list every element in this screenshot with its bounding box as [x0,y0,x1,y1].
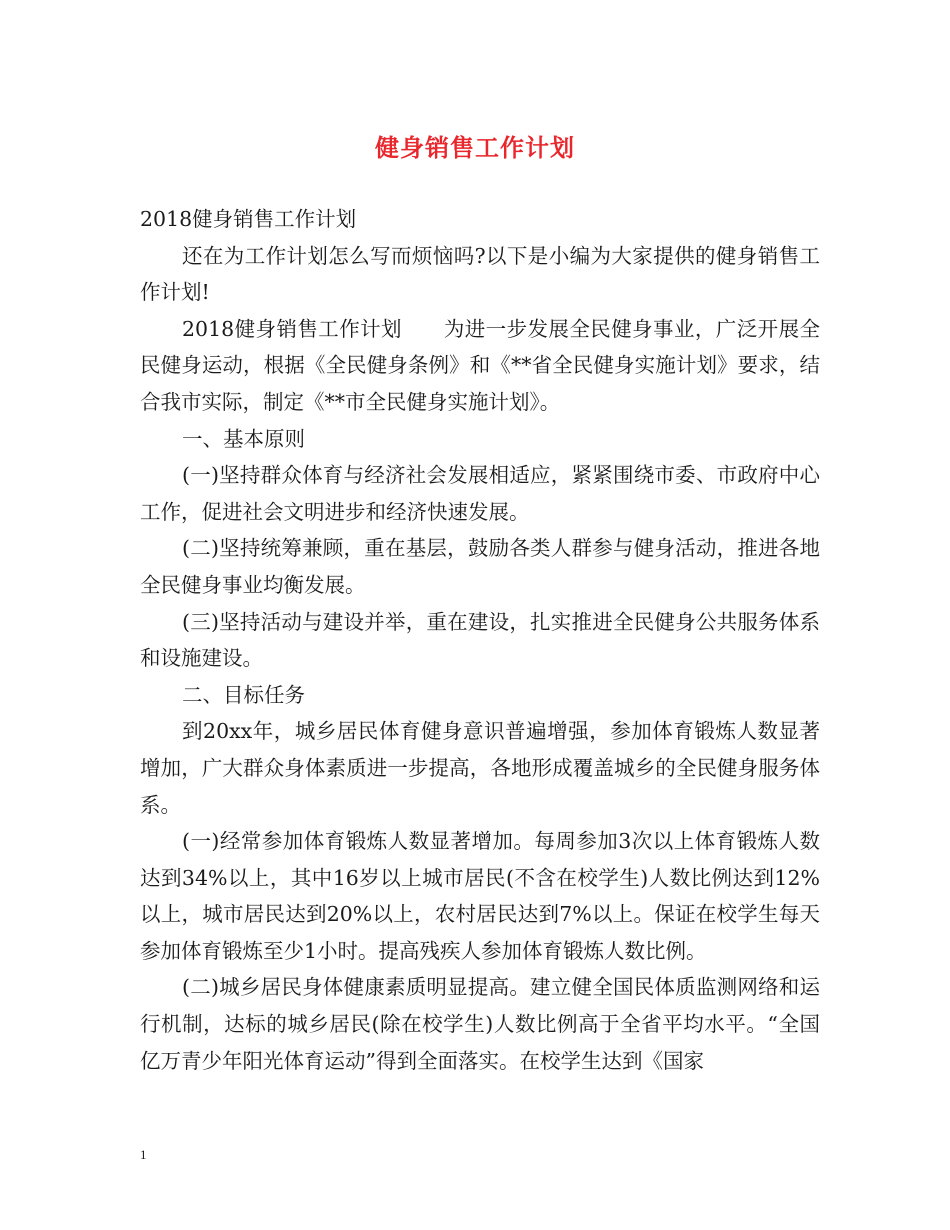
body-paragraph: 到20xx年，城乡居民体育健身意识普遍增强，参加体育锻炼人数显著增加，广大群众身体素质进一步提高，各地形成覆盖城乡的全民健身服务体系。 [140,719,820,817]
body-paragraph: 一、基本原则 [182,426,305,451]
document-title: 健身销售工作计划 [375,133,575,162]
page-number: 1 [140,1147,147,1162]
body-paragraph: (一)坚持群众体育与经济社会发展相适应，紧紧围绕市委、市政府中心工作，促进社会文明进步和经济快速发展。 [140,463,820,524]
body-paragraph: 2018健身销售工作计划 为进一步发展全民健身事业，广泛开展全民健身运动，根据《全民健身条例》和《**省全民健身实施计划》要求，结合我市实际，制定《**市全民健身实施计划》。 [140,316,820,414]
body-paragraph: 二、目标任务 [182,682,305,707]
document-body [140,201,820,1079]
body-paragraph: (二)城乡居民身体健康素质明显提高。建立健全国民体质监测网络和运行机制，达标的城乡居民(除在校学生)人数比例高于全省平均水平。“全国亿万青少年阳光体育运动”得到全面落实。在校学生达到《国家 [140,975,820,1073]
body-paragraph: 2018健身销售工作计划 [140,207,357,231]
body-paragraph: (二)坚持统筹兼顾，重在基层，鼓励各类人群参与健身活动，推进各地全民健身事业均衡发展。 [140,536,820,597]
body-paragraph: (三)坚持活动与建设并举，重在建设，扎实推进全民健身公共服务体系和设施建设。 [140,609,820,671]
body-paragraph: 还在为工作计划怎么写而烦恼吗?以下是小编为大家提供的健身销售工作计划! [140,243,820,305]
body-paragraph: (一)经常参加体育锻炼人数显著增加。每周参加3次以上体育锻炼人数达到34%以上，其中16岁以上城市居民(不含在校学生)人数比例达到12%以上，城市居民达到20%以上，农村居民达到7%以上。保证在校学生每天参加体育锻炼至少1小时。提高残疾人参加体育锻炼人数比例。 [140,829,820,963]
